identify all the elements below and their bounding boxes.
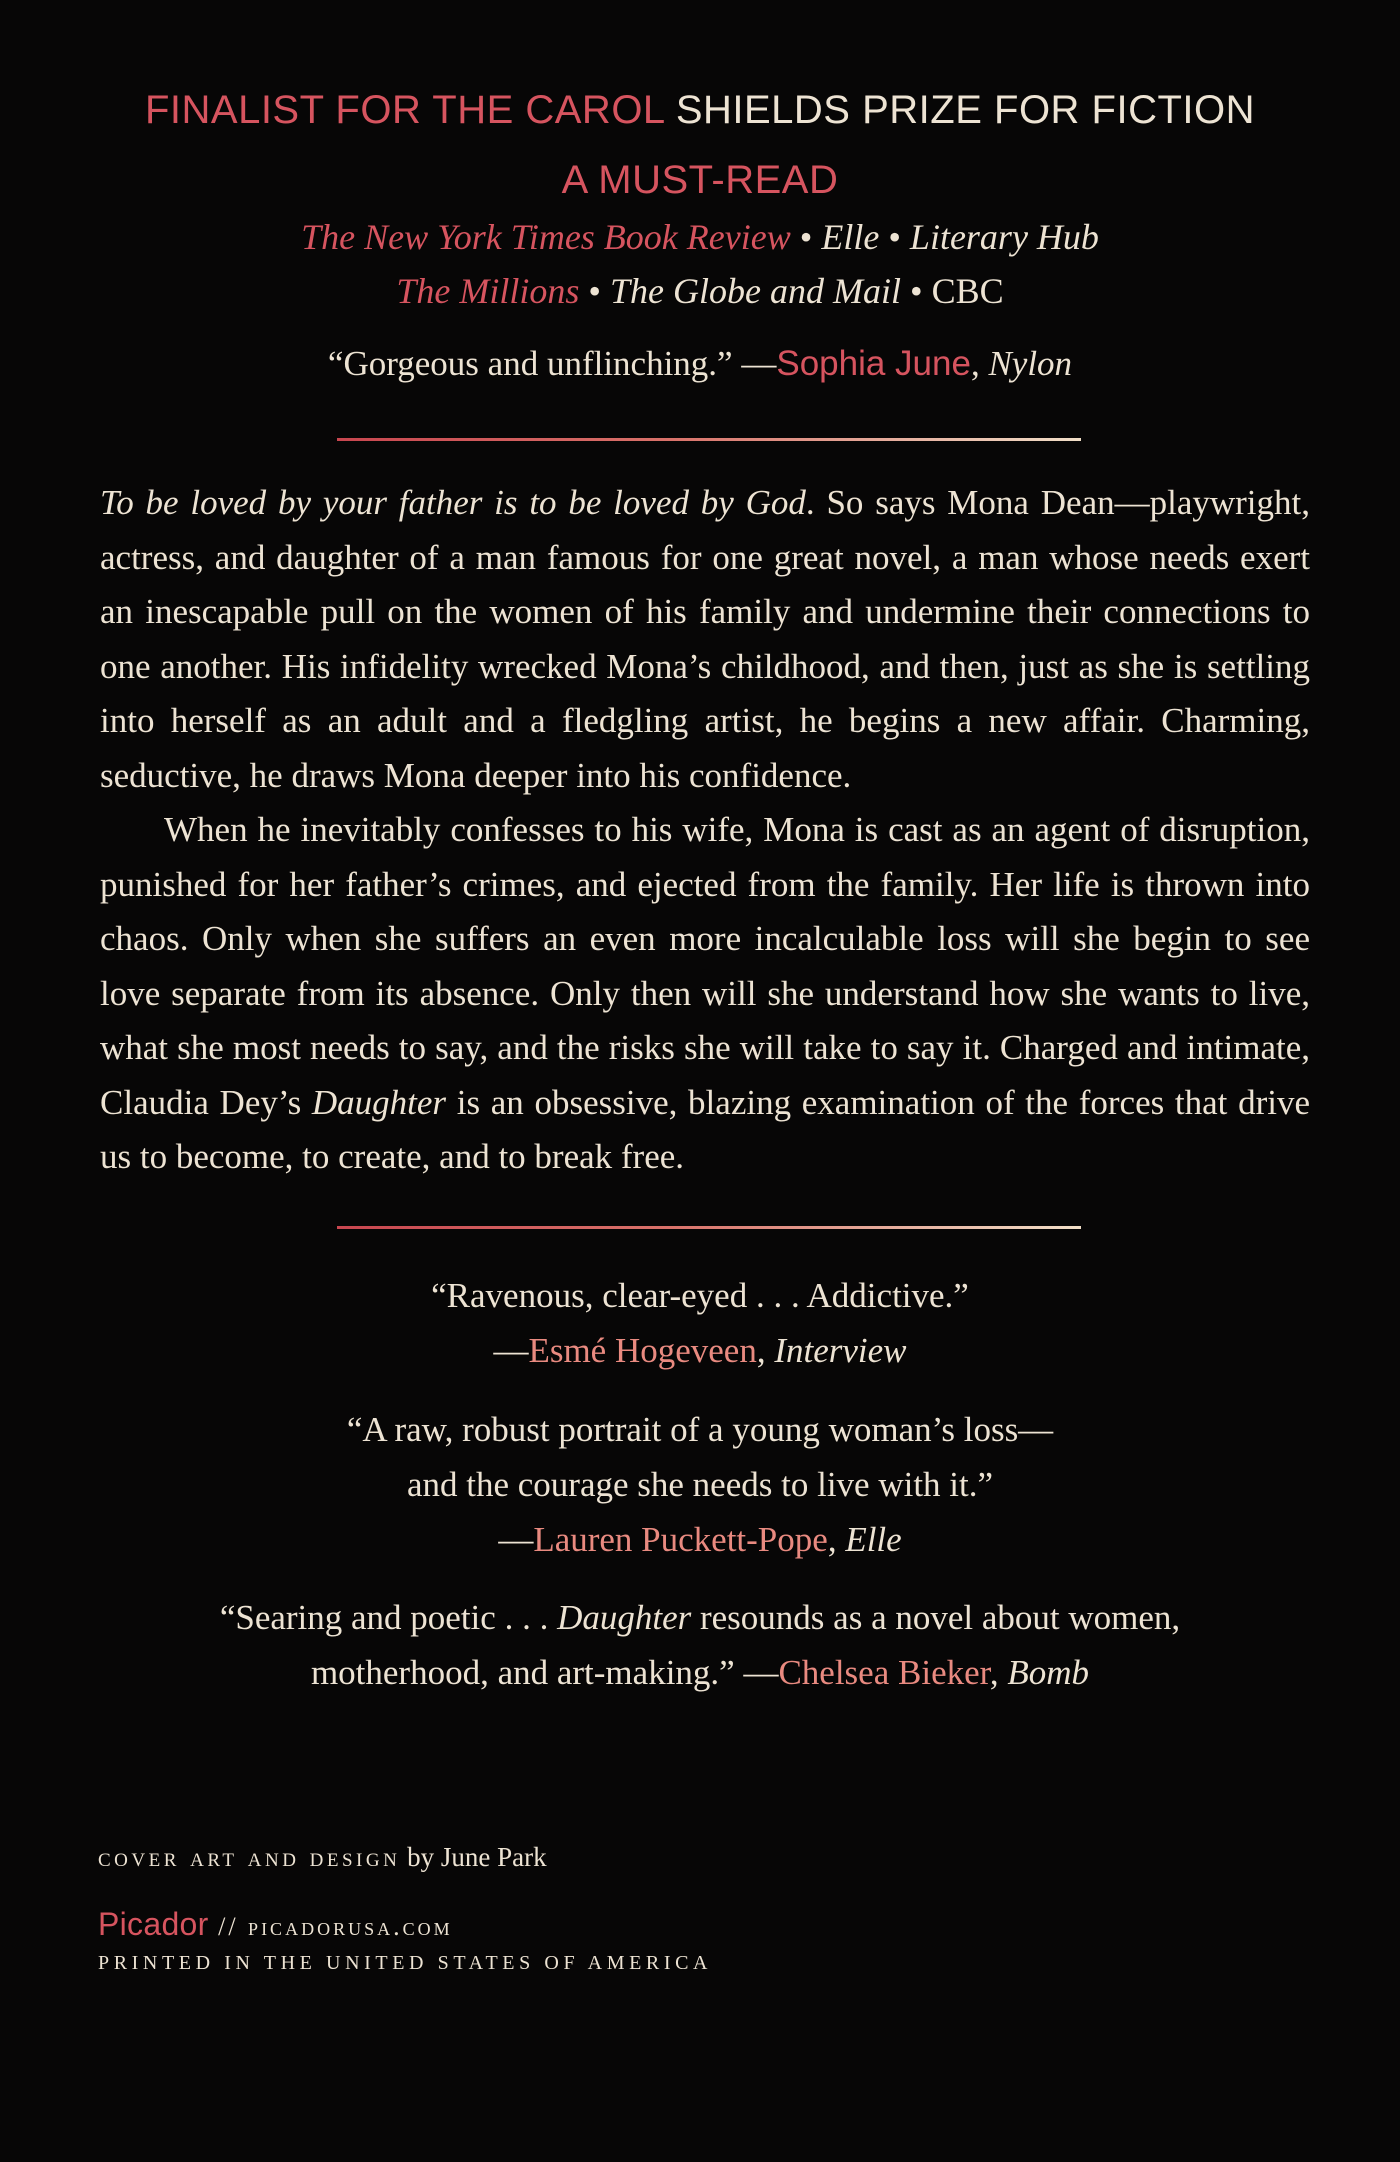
blurb-3-quote-line-2 [0, 1645, 1400, 1700]
award-heading [0, 88, 1400, 133]
blurb-3 [0, 1590, 1400, 1700]
award-heading-part2: SHIELDS PRIZE FOR FICTION [664, 88, 1256, 132]
description-paragraph-2-text-a: When he inevitably confesses to his wife, Mona is cast as an agent of disruption, punished for her father’s crimes, and ejected from the family. Her life is thrown into chaos. Only when she suffers an even more incalculable loss will she begin to see love separate from its absence. Only then will she understand how she wants to live, what she most needs to say, and the risks she will take to say it. Charged and intimate, Claudia Dey’s [100, 810, 1310, 1122]
comma: , [756, 1331, 775, 1370]
blurb-2 [0, 1402, 1400, 1567]
top-blurb-author: Sophia June [776, 344, 971, 383]
publication-literary-hub: Literary Hub [909, 217, 1099, 257]
picador-logo: Picador [98, 1906, 209, 1942]
award-heading-part1: FINALIST FOR THE CAROL [144, 88, 665, 132]
publications-line-1 [0, 216, 1400, 258]
em-dash: — [493, 1331, 529, 1370]
description-paragraph-1-text: . So says Mona Dean—playwright, actress, and daughter of a man famous for one great novel, a man whose needs exert an inescapable pull on the women of his family and undermine their connections to one another. His infidelity wrecked Mona’s childhood, and then, just as she is settling into herself as an adult and a fledgling artist, he begins a new affair. Charming, seductive, he draws Mona deeper into his confidence. [100, 483, 1310, 795]
bullet-separator: • [879, 217, 910, 257]
blurb-3-text-a: “Searing and poetic . . . [219, 1598, 558, 1637]
publication-cbc: CBC [931, 271, 1004, 311]
blurb-1 [0, 1268, 1400, 1378]
blurb-3-book-title: Daughter [557, 1598, 692, 1637]
blurb-2-source: Elle [845, 1520, 902, 1559]
blurb-2-attribution [0, 1512, 1400, 1567]
must-read-heading: A MUST-READ [561, 158, 839, 202]
bullet-separator: • [900, 271, 932, 311]
blurb-1-quote: “Ravenous, clear-eyed . . . Addictive.” [431, 1276, 969, 1315]
blurb-3-author: Chelsea Bieker [778, 1653, 990, 1692]
book-title-inline: Daughter [311, 1082, 447, 1122]
comma: , [827, 1520, 846, 1559]
blurb-2-quote-line-1: “A raw, robust portrait of a young woman’s loss— [346, 1410, 1054, 1449]
publisher-line [98, 1906, 453, 1943]
publication-globe-and-mail: The Globe and Mail [609, 271, 901, 311]
bullet-separator: • [579, 271, 610, 311]
bullet-separator: • [790, 217, 822, 257]
cover-credit-label: cover art and design [98, 1842, 401, 1872]
epigraph-phrase: To be loved by your father is to be loved by God [100, 483, 806, 522]
cover-credit [98, 1842, 547, 1873]
em-dash: — [498, 1520, 534, 1559]
top-blurb [0, 344, 1400, 384]
publications-line-2 [0, 270, 1400, 312]
publisher-url[interactable]: // picadorusa.com [208, 1912, 453, 1941]
blurb-2-author: Lauren Puckett-Pope [533, 1520, 828, 1559]
publication-millions: The Millions [396, 271, 580, 311]
cover-credit-name: by June Park [400, 1842, 547, 1872]
top-blurb-comma: , [970, 344, 989, 383]
top-blurb-text: “Gorgeous and unflinching.” — [327, 344, 777, 383]
blurb-1-author: Esmé Hogeveen [528, 1331, 757, 1370]
blurb-3-text-c: motherhood, and art-making.” — [310, 1653, 779, 1692]
description-paragraph-2 [100, 803, 1310, 1185]
comma: , [989, 1653, 1008, 1692]
divider-rule [337, 438, 1081, 441]
description-paragraph-1 [100, 476, 1310, 803]
blurb-2-quote-line-2: and the courage she needs to live with it.” [406, 1465, 994, 1504]
publication-elle: Elle [821, 217, 880, 257]
blurb-3-quote-line-1 [0, 1590, 1400, 1645]
blurb-3-source: Bomb [1007, 1653, 1090, 1692]
blurb-1-source: Interview [774, 1331, 907, 1370]
printed-notice: PRINTED IN THE UNITED STATES OF AMERICA [98, 1952, 713, 1974]
top-blurb-source: Nylon [988, 344, 1073, 383]
publication-nyt: The New York Times Book Review [301, 217, 791, 257]
description-paragraph-2-text-b: is an obsessive, blazing examination of the forces that drive us to become, to create, and to break free. [100, 1082, 1310, 1176]
blurb-1-attribution [0, 1323, 1400, 1378]
divider-rule [337, 1226, 1081, 1229]
blurb-3-text-b: resounds as a novel about women, [691, 1598, 1181, 1637]
